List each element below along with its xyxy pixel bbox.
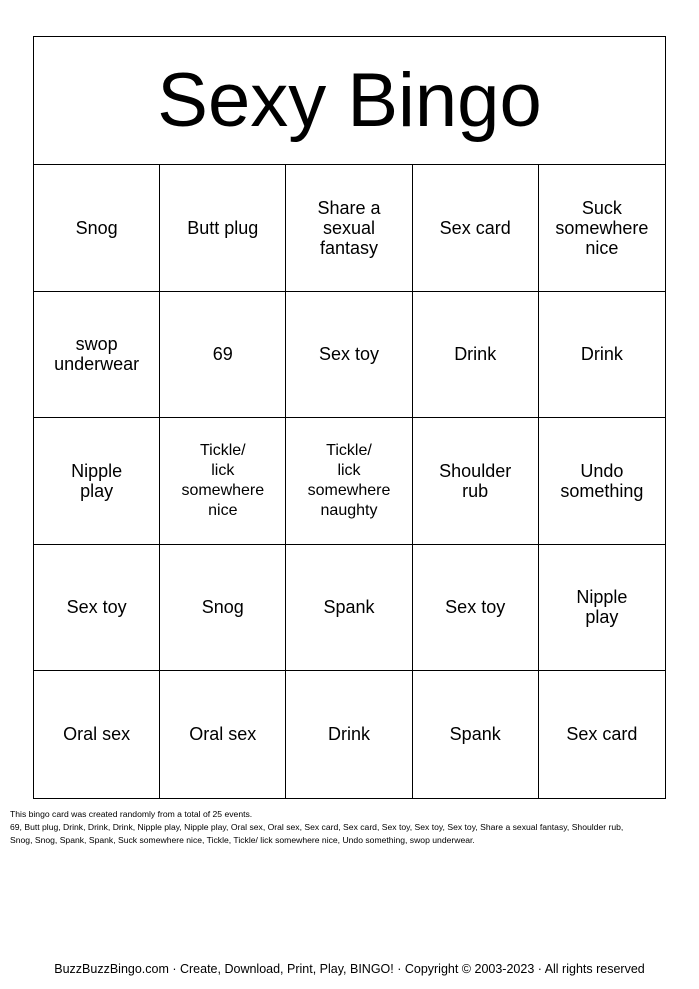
bingo-cell: Suck somewhere nice — [539, 165, 665, 292]
bingo-cell: Nipple play — [34, 418, 160, 545]
bingo-cell: Snog — [34, 165, 160, 292]
bingo-cell: Tickle/ lick somewhere naughty — [286, 418, 412, 545]
bingo-cell: Sex card — [413, 165, 539, 292]
bingo-cell: Sex toy — [413, 545, 539, 672]
bingo-cell: Sex toy — [286, 292, 412, 419]
bingo-cell: Spank — [286, 545, 412, 672]
note-line-1: This bingo card was created randomly from a total of 25 events. — [10, 809, 253, 819]
note-line-2: 69, Butt plug, Drink, Drink, Drink, Nipple play, Nipple play, Oral sex, Oral sex, Sex card, Sex card, Sex toy, Sex toy, Sex toy, Share a sexual fantasy, Shoulder rub, — [10, 822, 624, 832]
bingo-cell: Sex toy — [34, 545, 160, 672]
bingo-cell: Butt plug — [160, 165, 286, 292]
bingo-grid — [34, 165, 665, 798]
bingo-cell: swop underwear — [34, 292, 160, 419]
bingo-cell: 69 — [160, 292, 286, 419]
bingo-cell: Drink — [286, 671, 412, 798]
card-title: Sexy Bingo — [34, 37, 665, 165]
bingo-cell: Undo something — [539, 418, 665, 545]
bingo-cell: Drink — [539, 292, 665, 419]
bingo-cell: Tickle/ lick somewhere nice — [160, 418, 286, 545]
bingo-cell: Share a sexual fantasy — [286, 165, 412, 292]
bingo-cell: Sex card — [566, 724, 638, 745]
bingo-cell: Spank — [413, 671, 539, 798]
bingo-cell: Nipple play — [539, 545, 665, 672]
bingo-card — [33, 36, 666, 799]
bingo-cell: Snog — [160, 545, 286, 672]
footer-copyright: BuzzBuzzBingo.com · Create, Download, Print, Play, BINGO! · Copyright © 2003-2023 · All rights reserved — [54, 962, 645, 976]
bingo-cell: Shoulder rub — [413, 418, 539, 545]
bingo-cell: Oral sex — [160, 671, 286, 798]
bingo-cell: Drink — [413, 292, 539, 419]
note-line-3: Snog, Snog, Spank, Spank, Suck somewhere nice, Tickle, Tickle/ lick somewhere nice, Undo something, swop underwear. — [10, 835, 475, 845]
bingo-cell: Oral sex — [34, 671, 160, 798]
generation-note — [10, 808, 694, 847]
